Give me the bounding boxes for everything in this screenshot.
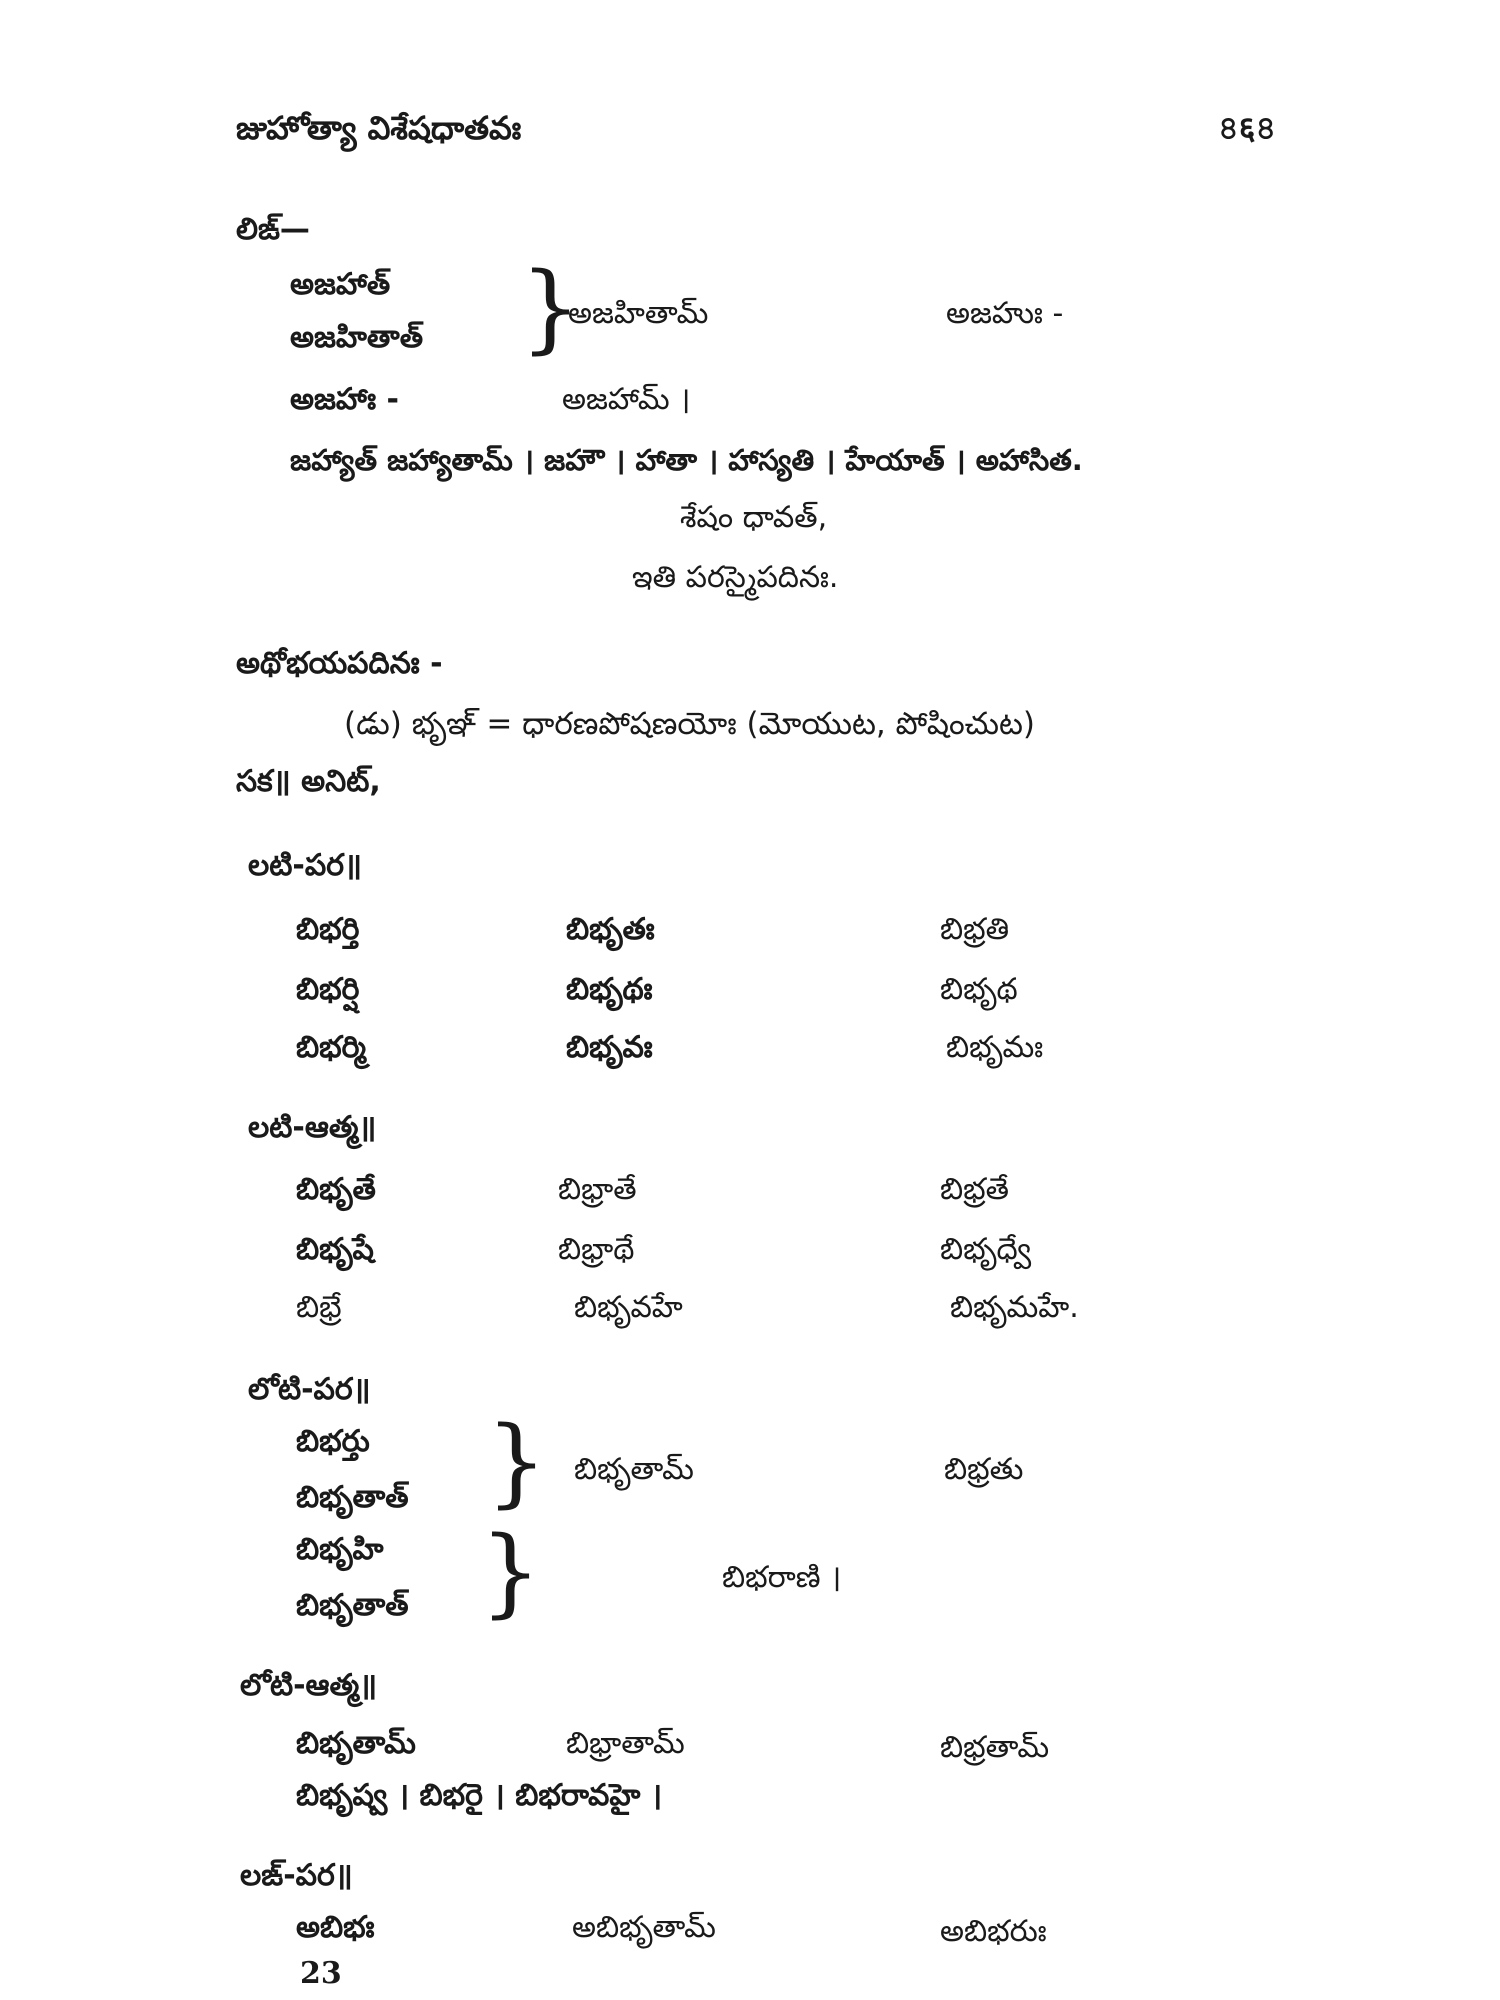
lan-para-cell: అబిభః — [296, 1910, 375, 1945]
curly-brace: } — [480, 1516, 542, 1628]
lin-form-1-mid: అజహితామ్ — [568, 296, 709, 331]
curly-brace: } — [520, 252, 582, 364]
lat-atma-cell: బిభ్రే — [296, 1290, 342, 1325]
lat-para-cell: బిభృమః — [946, 1030, 1044, 1065]
lat-para-cell: బిభృథ — [940, 972, 1018, 1007]
lot-para-form-1b: బిభృతాత్ — [296, 1480, 409, 1515]
root-definition-line: (డు) భృఞ్ = ధారణపోషణయోః (మోయుట, పోషించుట) — [344, 706, 1035, 742]
lat-atma-cell: బిభ్రాతే — [558, 1172, 637, 1207]
section-heading-lot-atma: లోటి-ఆత్మ॥ — [240, 1668, 378, 1703]
lin-form-1b: అజహితాత్ — [290, 320, 424, 355]
lot-para-form-2b: బిభృతాత్ — [296, 1588, 409, 1623]
parasmaipada-end-note: ఇతి పరస్మైపదినః. — [632, 560, 839, 595]
lat-para-cell: బిభర్తి — [296, 912, 360, 947]
lat-atma-cell: బిభృధ్వే — [940, 1232, 1032, 1267]
lin-form-2-left: అజహాః - — [290, 382, 399, 417]
lot-atma-cell: బిభ్రతామ్ — [940, 1730, 1050, 1765]
lat-para-cell: బిభృథః — [566, 972, 653, 1007]
lot-para-form-2a: బిభృహి — [296, 1532, 384, 1567]
lot-atma-cell: బిభృతామ్ — [296, 1726, 416, 1761]
lin-forms-line-3: జహ్యాత్ జహ్యాతామ్ । జహౌ । హాతా । హాస్యతి । హేయాత్ । అహాసిత. — [290, 443, 1083, 477]
lat-para-cell: బిభ్రతి — [940, 912, 1010, 947]
lat-atma-cell: బిభృవహే — [574, 1290, 683, 1325]
lat-para-cell: బిభృతః — [566, 912, 655, 947]
section-heading-lat-atma: లటి-ఆత్మ॥ — [248, 1110, 377, 1145]
section-heading-ubhayapadinah: అథోభయపదినః - — [236, 646, 443, 681]
lot-para-form-1-mid: బిభృతామ్ — [574, 1452, 694, 1487]
lan-para-cell: అబిభరుః — [940, 1914, 1047, 1949]
lin-form-1-right: అజహుః - — [946, 296, 1064, 331]
lat-atma-cell: బిభృతే — [296, 1172, 376, 1207]
lot-atma-cell: బిభ్రాతామ్ — [566, 1726, 685, 1761]
lan-para-cell: అబిభృతామ్ — [572, 1910, 716, 1945]
section-heading-lot-para: లోటి-పర॥ — [248, 1372, 371, 1407]
lot-para-form-2-mid: బిభరాణి । — [722, 1560, 842, 1595]
lat-para-cell: బిభృవః — [566, 1030, 653, 1065]
root-class-line: సక॥ అనిట్, — [236, 764, 381, 799]
section-heading-lin: లిఙ్— — [236, 212, 310, 247]
lin-remainder-note: శేషం ధావత్, — [680, 500, 828, 535]
lat-atma-cell: బిభృషే — [296, 1232, 374, 1267]
lat-atma-cell: బిభృమహే. — [950, 1290, 1079, 1325]
lot-atma-line-2: బిభృష్వ । బిభరై । బిభరావహై । — [296, 1778, 663, 1813]
lat-atma-cell: బిభ్రతే — [940, 1172, 1009, 1207]
lin-form-1a: అజహాత్ — [290, 267, 391, 302]
lot-para-form-1-right: బిభ్రతు — [944, 1452, 1024, 1487]
curly-brace: } — [486, 1406, 548, 1518]
signature-mark: 23 — [300, 1956, 342, 1991]
lat-para-cell: బిభర్షి — [296, 972, 360, 1007]
lin-form-2-mid: అజహామ్ । — [562, 382, 691, 417]
lat-para-cell: బిభర్మి — [296, 1030, 367, 1065]
section-heading-lat-para: లటి-పర॥ — [248, 848, 362, 883]
running-header-title: జుహోత్యా విశేషధాతవః — [236, 109, 522, 147]
lot-para-form-1a: బిభర్తు — [296, 1424, 370, 1459]
lat-atma-cell: బిభ్రాథే — [558, 1232, 635, 1267]
section-heading-lan-para: లఙ్-పర॥ — [240, 1858, 353, 1893]
page-number: ৪६৪ — [1218, 109, 1277, 147]
